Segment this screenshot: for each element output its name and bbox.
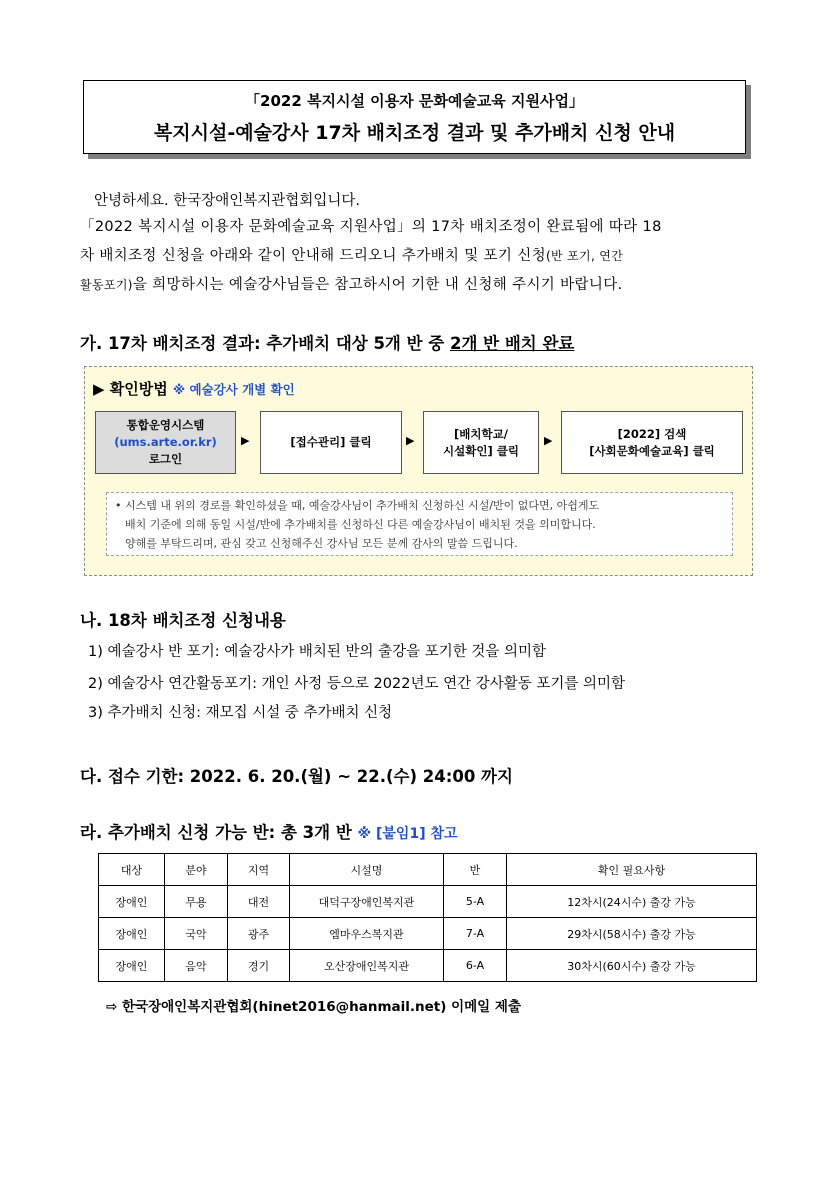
intro-line-3-main: 차 배치조정 신청을 아래와 같이 안내해 드리오니 추가배치 및 포기 신청 — [80, 248, 546, 264]
title-line-2: 복지시설-예술강사 17차 배치조정 결과 및 추가배치 신청 안내 — [153, 122, 676, 144]
step-login-box — [95, 411, 236, 474]
section-da-title: 다. 접수 기한: 2022. 6. 20.(월) ~ 22.(수) 24:00 까지 — [80, 767, 513, 786]
table-header-row — [99, 854, 757, 886]
cell-field: 무용 — [165, 886, 228, 918]
intro-line-4 — [80, 272, 623, 298]
section-ra-label: 라. 추가배치 신청 가능 반: 총 3개 반 — [80, 823, 352, 842]
list-item: 2) 예술강사 연간활동포기: 개인 사정 등으로 2022년도 연간 강사활동 포기를 의미함 — [88, 676, 625, 692]
step-school-box — [423, 411, 539, 474]
list-item: 3) 추가배치 신청: 재모집 시설 중 추가배치 신청 — [88, 705, 393, 721]
title-line-1: 「2022 복지시설 이용자 문화예술교육 지원사업」 — [245, 92, 584, 110]
table-row — [99, 886, 757, 918]
header-facility: 시설명 — [290, 854, 444, 886]
step-login-url: (ums.arte.or.kr) — [114, 435, 217, 449]
step-reception-line1: [접수관리] 클릭 — [290, 435, 372, 449]
cell-class: 5-A — [444, 886, 507, 918]
header-region: 지역 — [228, 854, 290, 886]
cell-region: 경기 — [228, 950, 290, 982]
cell-requirements: 29차시(58시수) 출강 가능 — [507, 918, 757, 950]
step-search-box — [561, 411, 743, 474]
title-box — [83, 80, 746, 154]
cell-target: 장애인 — [99, 886, 165, 918]
step-search-line1: [2022] 검색 — [617, 426, 687, 441]
check-method-heading — [93, 378, 295, 399]
header-class: 반 — [444, 854, 507, 886]
cell-facility: 대덕구장애인복지관 — [290, 886, 444, 918]
cell-field: 음악 — [165, 950, 228, 982]
section-na-title: 나. 18차 배치조정 신청내용 — [80, 611, 286, 630]
intro-line-4-paren: 활동포기) — [80, 278, 133, 292]
step-reception-box — [260, 411, 402, 474]
header-requirements: 확인 필요사항 — [507, 854, 757, 886]
step-search-line2: [사회문화예술교육] 클릭 — [589, 443, 715, 458]
info-note-box — [106, 492, 733, 556]
intro-line-3 — [80, 243, 623, 269]
intro-line-4-main: 을 희망하시는 예술강사님들은 참고하시어 기한 내 신청해 주시기 바랍니다. — [132, 277, 623, 293]
table-row — [99, 950, 757, 982]
flow-arrow-1: ▶ — [241, 434, 250, 447]
intro-line-2: 「2022 복지시설 이용자 문화예술교육 지원사업」의 17차 배치조정이 완료됨에 따라 18 — [80, 219, 662, 235]
cell-facility: 오산장애인복지관 — [290, 950, 444, 982]
info-line-2: 배치 기준에 의해 동일 시설/반에 추가배치를 신청하신 다른 예술강사님이 배치된 것을 의미합니다. — [125, 518, 596, 531]
info-line-1: • 시스템 내 위의 경로를 확인하셨을 때, 예술강사님이 추가배치 신청하신 시설/반이 없다면, 아쉽게도 — [115, 499, 600, 512]
cell-region: 광주 — [228, 918, 290, 950]
info-line-3: 양해를 부탁드리며, 관심 갖고 신청해주신 강사님 모든 분께 감사의 말씀 드립니다. — [125, 537, 518, 550]
cell-field: 국악 — [165, 918, 228, 950]
intro-greeting: 안녕하세요. 한국장애인복지관협회입니다. — [94, 193, 360, 209]
cell-requirements: 30차시(60시수) 출강 가능 — [507, 950, 757, 982]
flow-arrow-2: ▶ — [406, 434, 415, 447]
table-row — [99, 918, 757, 950]
section-ra-note: ※ [붙임1] 참고 — [357, 826, 458, 842]
flow-arrow-3: ▶ — [544, 434, 553, 447]
submit-email-instruction: ⇨ 한국장애인복지관협회(hinet2016@hanmail.net) 이메일 제출 — [106, 999, 522, 1015]
header-field: 분야 — [165, 854, 228, 886]
cell-target: 장애인 — [99, 918, 165, 950]
step-school-line2: 시설확인] 클릭 — [443, 443, 519, 458]
cell-class: 6-A — [444, 950, 507, 982]
header-target: 대상 — [99, 854, 165, 886]
section-ga-prefix: 가. 17차 배치조정 결과: 추가배치 대상 5개 반 중 — [80, 334, 450, 353]
section-ga-underlined: 2개 반 배치 완료 — [449, 334, 575, 353]
cell-requirements: 12차시(24시수) 출강 가능 — [507, 886, 757, 918]
step-login-line3: 로그인 — [148, 452, 183, 466]
cell-class: 7-A — [444, 918, 507, 950]
step-login-line1: 통합운영시스템 — [126, 418, 205, 432]
step-school-line1: [배치학교/ — [454, 426, 508, 441]
available-classes-table — [98, 853, 757, 982]
cell-target: 장애인 — [99, 950, 165, 982]
check-method-title: ▶ 확인방법 — [93, 380, 168, 398]
cell-facility: 엠마우스복지관 — [290, 918, 444, 950]
intro-line-3-paren: (반 포기, 연간 — [545, 249, 624, 263]
cell-region: 대전 — [228, 886, 290, 918]
section-ra-title — [80, 819, 458, 843]
section-ga-title — [80, 330, 574, 354]
check-method-note: ※ 예술강사 개별 확인 — [172, 382, 295, 397]
list-item: 1) 예술강사 반 포기: 예술강사가 배치된 반의 출강을 포기한 것을 의미함 — [88, 644, 547, 660]
